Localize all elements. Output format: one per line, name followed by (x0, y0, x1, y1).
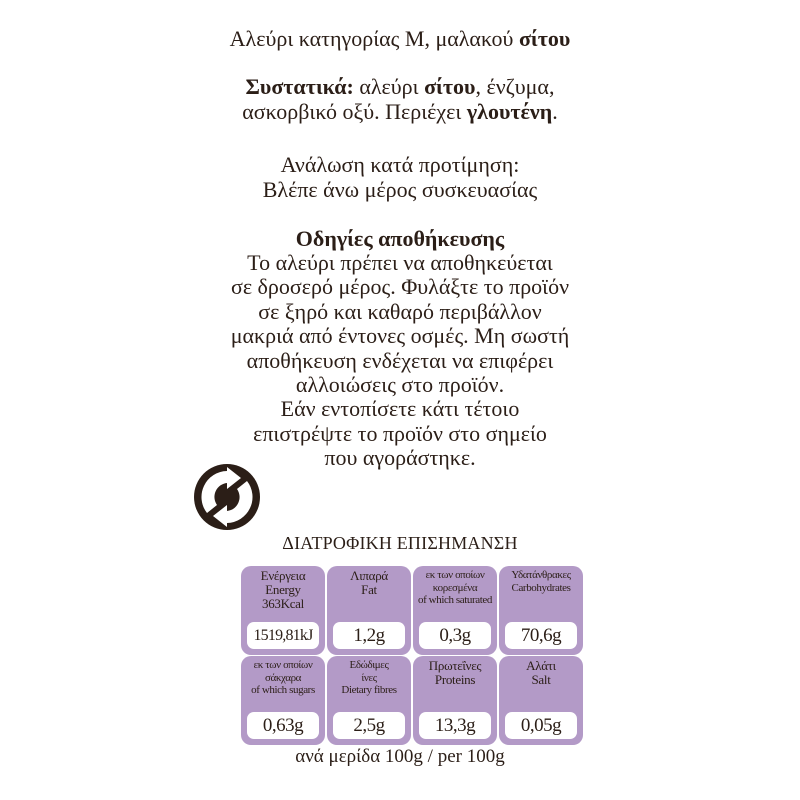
tile-label-line: Εδώδιμες (349, 659, 389, 671)
tile-label-line: κορεσμένα (432, 581, 478, 594)
tile-value: 13,3g (419, 712, 491, 739)
storage-line: μακριά από έντονες οσμές. Μη σωστή (230, 323, 570, 349)
per-serving-note: ανά μερίδα 100g / per 100g (295, 746, 505, 767)
tile-value: 0,63g (247, 712, 319, 739)
nutrition-tile-carbohydrates (499, 566, 583, 655)
tile-label-line: Λιπαρά (350, 568, 388, 583)
tile-label-line: σάκχαρα (264, 671, 302, 684)
ingredients-label: Συστατικά: (245, 74, 354, 99)
tile-label (243, 659, 323, 697)
best-before-line-2: Βλέπε άνω μέρος συσκευασίας (262, 177, 538, 202)
nutrition-tile-salt (499, 656, 583, 745)
product-description-bold: σίτου (518, 26, 571, 51)
tile-label-line: εκ των οποίων (253, 659, 313, 671)
tile-label-line: 363Kcal (262, 596, 304, 611)
nutrition-tile-fibres (327, 656, 411, 745)
tile-label-line: Dietary fibres (341, 684, 397, 696)
ingredients-text-3: ασκορβικό οξύ. Περιέχει (242, 99, 467, 124)
tile-label (243, 569, 323, 611)
tile-label-line: εκ των οποίων (425, 569, 485, 581)
tile-label-line: Fat (361, 582, 377, 597)
ingredients-text-2: , ένζυμα, (475, 74, 555, 99)
tile-label-line: Πρωτεΐνες (428, 658, 482, 673)
nutrition-tile-energy (241, 566, 325, 655)
ingredients-allergen-wheat: σίτου (424, 74, 476, 99)
tile-value: 2,5g (333, 712, 405, 739)
storage-heading: Οδηγίες αποθήκευσης (295, 226, 505, 251)
storage-line: αλλοιώσεις στο προϊόν. (295, 372, 505, 398)
nutrition-tile-saturated (413, 566, 497, 655)
tile-value: 0,3g (419, 622, 491, 649)
storage-line: που αγοράστηκε. (324, 445, 476, 471)
tile-value: 1,2g (333, 622, 405, 649)
ingredients-text-end: . (552, 99, 558, 124)
product-description (0, 26, 800, 51)
ingredients-allergen-gluten: γλουτένη (466, 99, 553, 124)
tile-label (329, 569, 409, 597)
tile-value: 0,05g (505, 712, 577, 739)
best-before-block (0, 152, 800, 202)
tile-label-line: Salt (531, 672, 551, 687)
storage-line: αποθήκευση ενδέχεται να επιφέρει (246, 347, 554, 373)
nutrition-title: ΔΙΑΤΡΟΦΙΚΗ ΕΠΙΣΗΜΑΝΣΗ (282, 533, 518, 553)
tile-label-line: Proteins (434, 672, 476, 687)
tile-label-line: of which saturated (417, 594, 493, 606)
tile-label (501, 569, 581, 594)
tile-label-line: ίνες (361, 671, 377, 684)
storage-line: σε δροσερό μέρος. Φυλάξτε το προϊόν (230, 274, 570, 300)
storage-line: σε ξηρό και καθαρό περιβάλλον (258, 298, 542, 324)
storage-line: Εάν εντοπίσετε κάτι τέτοιο (280, 396, 520, 422)
tile-label-line: Ενέργεια (260, 568, 306, 583)
ingredients-block (0, 74, 800, 124)
storage-line: επιστρέψτε το προϊόν στο σημείο (253, 420, 547, 446)
tile-label-line: Energy (265, 582, 301, 597)
storage-line: Το αλεύρι πρέπει να αποθηκεύεται (247, 250, 553, 275)
green-dot-recycling-icon (193, 463, 261, 531)
nutrition-tile-fat (327, 566, 411, 655)
nutrition-tile-proteins (413, 656, 497, 745)
product-description-text: Αλεύρι κατηγορίας Μ, μαλακού (229, 26, 519, 51)
ingredients-text-1: αλεύρι (353, 74, 425, 99)
storage-instructions (0, 226, 800, 471)
tile-value: 70,6g (505, 622, 577, 649)
tile-label-line: Carbohydrates (511, 581, 571, 594)
tile-label (415, 659, 495, 687)
tile-label (501, 659, 581, 687)
tile-label (415, 569, 495, 607)
tile-label-line: Αλάτι (526, 658, 556, 673)
tile-label (329, 659, 409, 697)
nutrition-tile-sugars (241, 656, 325, 745)
tile-label-line: of which sugars (251, 684, 315, 696)
tile-value: 1519,81kJ (247, 622, 319, 649)
tile-label-line: Υδατάνθρακες (511, 569, 571, 581)
best-before-line-1: Ανάλωση κατά προτίμηση: (280, 152, 520, 177)
